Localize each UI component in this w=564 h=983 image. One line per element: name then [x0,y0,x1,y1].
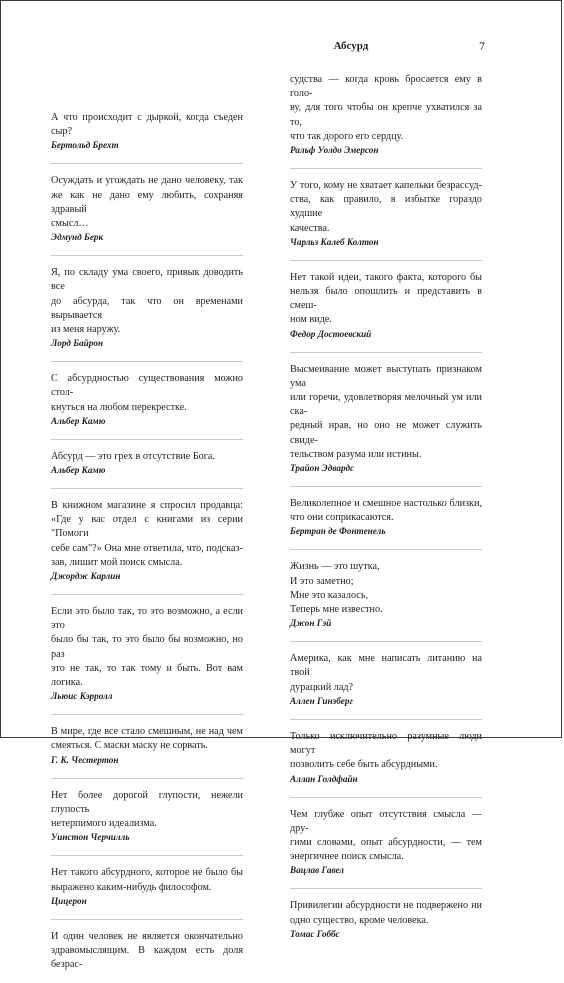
right-column [290,73,482,952]
quote-line: зав, лишит мой поиск смысла. [51,556,183,568]
quote-text [51,174,243,231]
quote-text [51,499,243,570]
quote-line: до абсурда, так что он временами вырывается [51,295,243,321]
quote-divider [51,778,243,779]
quote-line: А что происходит с дыркой, когда съеден сыр? [51,112,243,138]
quote-divider [290,352,482,353]
quote-text [290,560,482,617]
quote-text [290,73,482,144]
quote-line: ву, для того чтобы он крепче ухватился за то, [290,102,482,128]
quote-line: Я, по складу ума своего, привык доводить все [51,267,243,293]
quote-author: Г. К. Честертон [51,754,119,765]
quote-line: качества. [290,222,330,234]
quote-block [51,499,243,583]
quote-line: Чем глубже опыт отсутствия смысла — дру- [290,808,482,834]
quote-line: В книжном магазине я спросил продавца: [51,500,243,512]
quote-block [290,808,482,878]
quote-line: смеяться. С маски маску не сорвать. [51,740,208,752]
quote-line: У того, кому не хватает капельки безрассуд- [290,180,482,192]
quote-line: Нет более дорогой глупости, нежели глупость [51,789,243,815]
quote-line: С абсурдностью существования можно стол- [51,373,243,399]
quote-author: Лорд Байрон [51,338,104,349]
quote-divider [51,488,243,489]
quote-author: Альбер Камю [51,415,106,426]
running-header-title: Абсурд [333,40,369,52]
quote-author: Аллан Голдфайн [290,773,358,784]
quote-divider [51,439,243,440]
quote-block [290,560,482,630]
quote-divider [51,714,243,715]
quote-block [290,730,482,786]
quote-text [290,497,482,525]
quote-divider [290,719,482,720]
quote-line: тельством разума или истины. [290,448,422,460]
quote-line: же как не дано ему любить, сохраняя здравый [51,189,243,215]
quote-line: Привилегии абсурдности не подвержено ни [290,900,482,912]
quote-text [51,930,243,973]
quote-line: Теперь мне известно. [290,604,383,616]
quote-block [51,930,243,973]
quote-block [51,789,243,845]
quote-author: Джон Гэй [290,618,332,629]
quote-line: редный нрав, но оно не может служить свиде- [290,420,482,446]
quote-line: смысл… [51,218,89,230]
quote-divider [290,549,482,550]
quote-divider [51,594,243,595]
quote-author: Альбер Камю [51,465,106,476]
quote-text [51,789,243,832]
quote-author: Федор Достоевский [290,328,372,339]
quote-line: В мире, где все стало смешным, не над чем [51,726,243,738]
quote-block [51,605,243,703]
quote-line: судства — когда кровь бросается ему в голо- [290,74,482,100]
quote-line: было бы так, то это было бы возможно, но раз [51,634,243,660]
quote-line: здравомыслящим. В каждом есть доля безрас- [51,944,243,971]
quote-line: гими словами, опыт абсурдности, — тем [290,836,482,848]
quote-text [290,808,482,865]
quote-block [290,363,482,475]
quote-line: ства, как правило, в избытке гораздо худшие [290,194,482,220]
quote-block [51,725,243,766]
quote-block [290,497,482,538]
quote-line: или горечи, удовлетворяя мелочный ум или ска- [290,392,482,418]
quote-line: это не так, то так тому и быть. Вот вам логика. [51,662,243,689]
quote-line: Только исключительно разумные люди могут [290,730,482,757]
quote-text [51,866,243,894]
quote-block [51,174,243,244]
quote-line: Великолепное и смешное настолько близки, [290,498,482,510]
quote-line: нетерпимого идеализма. [51,818,157,830]
quote-block [290,899,482,940]
quote-divider [51,163,243,164]
quote-author: Чарльз Калеб Колтон [290,236,379,247]
quote-line: из меня наружу. [51,324,121,336]
quote-line: Мне это казалось, [290,589,369,601]
quote-divider [51,919,243,920]
quote-text [51,725,243,753]
quote-divider [51,855,243,856]
quote-line: дурацкий лад? [290,681,354,693]
quote-text [51,266,243,337]
quote-divider [51,255,243,256]
quote-line: что так дорого его сердцу. [290,130,404,142]
quote-block [290,652,482,708]
quote-block [51,266,243,350]
quote-text [51,450,243,464]
quote-line: Осуждать и угождать не дано человеку, так [51,175,243,187]
page-number: 7 [479,39,485,53]
quote-line: Абсурд — это грех в отсутствие Бога. [51,450,216,462]
quote-line: выражено каким-нибудь философом. [51,881,212,893]
quote-text [290,271,482,328]
quote-line: И один человек не является окончательно [51,930,243,942]
quote-line: одно существо, кроме человека. [290,914,429,926]
quote-author: Эдмунд Берк [51,232,104,243]
quote-block [290,73,482,157]
quote-block [51,450,243,477]
quote-author: Вацлав Гавел [290,865,345,876]
quote-divider [290,797,482,798]
quote-line: ном виде. [290,314,332,326]
quote-text [290,730,482,773]
quote-text [290,179,482,236]
quote-author: Бертран де Фонтенель [290,526,386,537]
quote-line: что они соприкасаются. [290,512,394,524]
quote-text [290,363,482,462]
quote-author: Аллен Гинзберг [290,695,353,706]
quote-line: себе сам"?» Она мне ответила, что, подсказ- [51,542,243,554]
quote-text [51,111,243,139]
quote-author: Цицерон [51,895,87,906]
quote-line: «Где у вас отдел с книгами из серии "Помоги [51,514,243,540]
quote-line: Нет такой идеи, такого факта, которого бы [290,271,482,283]
quote-block [290,179,482,249]
quote-block [51,111,243,152]
quote-block [51,372,243,428]
quote-author: Джордж Карлин [51,571,121,582]
quote-author: Уинстон Черчилль [51,832,130,843]
quote-line: Нет такого абсурдного, которое не было бы [51,867,243,879]
quote-line: Жизнь — это шутка, [290,561,380,573]
quote-divider [290,168,482,169]
quote-line: энергичнее поиск смысла. [290,851,404,863]
quote-block [290,271,482,341]
quote-divider [290,260,482,261]
quote-author: Льюис Кэрролл [51,691,113,702]
quote-line: Америка, как мне написать литанию на твой [290,653,482,679]
quote-line: кнуться на любом перекрестке. [51,401,187,413]
quote-block [51,866,243,907]
quote-text [290,899,482,927]
quote-divider [290,888,482,889]
quote-author: Бертольд Брехт [51,140,119,151]
quote-divider [51,361,243,362]
quote-text [51,605,243,690]
quote-line: позволить себе быть абсурдными. [290,759,438,771]
quote-author: Ральф Уолдо Эмерсон [290,145,379,156]
quote-text [51,372,243,415]
quote-line: Если это было так, то это возможно, а если это [51,606,243,632]
quote-line: И это заметно; [290,575,354,587]
left-column [51,111,243,983]
quote-divider [290,641,482,642]
quote-text [290,652,482,695]
quote-divider [290,486,482,487]
quote-author: Трайон Эдвардс [290,463,355,474]
quote-line: Высмеивание может выступать признаком ума [290,363,482,389]
quote-line: нельзя было опошлить и представить в смеш- [290,286,482,312]
quote-author: Томас Гоббс [290,928,340,939]
